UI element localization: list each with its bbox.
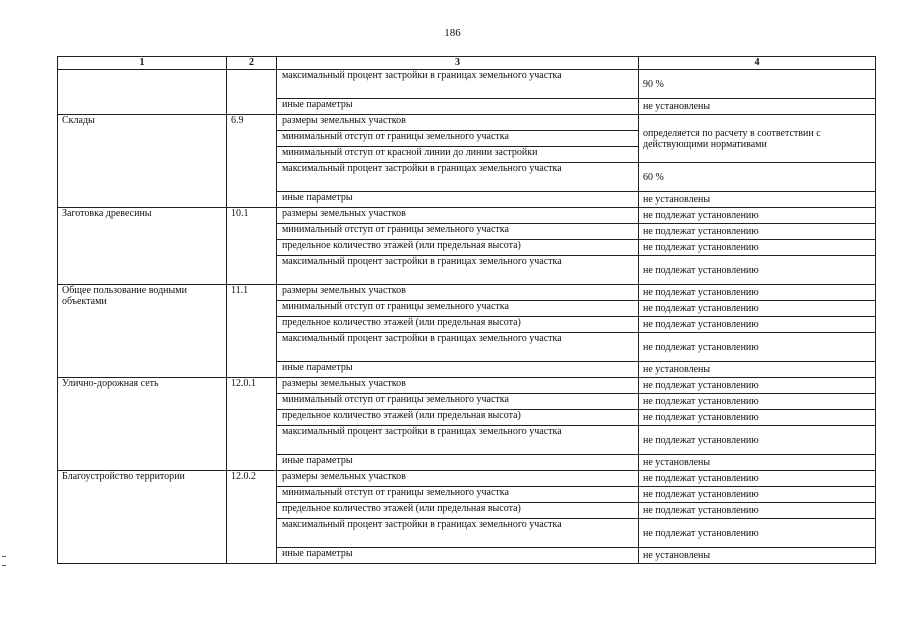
param-cell: размеры земельных участков [277,285,639,301]
use-name-cell: Склады [58,115,227,208]
param-cell: минимальный отступ от границы земельного участка [277,301,639,317]
regulations-table [57,56,876,564]
value-cell: не установлены [639,455,876,471]
value-cell: не подлежат установлению [639,519,876,548]
value-cell: не подлежат установлению [639,426,876,455]
use-name-cell: Заготовка древесины [58,208,227,285]
scan-edge-mark [2,556,6,566]
param-cell: иные параметры [277,455,639,471]
param-cell: предельное количество этажей (или предельная высота) [277,410,639,426]
value-cell: не подлежат установлению [639,317,876,333]
param-cell: максимальный процент застройки в границах земельного участка [277,256,639,285]
param-cell: максимальный процент застройки в границах земельного участка [277,163,639,192]
value-cell: не подлежат установлению [639,301,876,317]
param-cell: минимальный отступ от границы земельного участка [277,394,639,410]
use-name-cell: Улично-дорожная сеть [58,378,227,471]
use-name-cell [58,70,227,115]
param-cell: размеры земельных участков [277,208,639,224]
param-cell: максимальный процент застройки в границах земельного участка [277,333,639,362]
table-row [58,471,876,487]
value-cell: не установлены [639,192,876,208]
table-row [58,285,876,301]
value-cell: не установлены [639,99,876,115]
value-cell: не подлежат установлению [639,224,876,240]
value-cell: не подлежат установлению [639,240,876,256]
param-cell: минимальный отступ от границы земельного участка [277,131,639,147]
use-code-cell: 10.1 [227,208,277,285]
value-cell: не подлежат установлению [639,471,876,487]
header-cell: 4 [639,57,876,70]
table-header-row [58,57,876,70]
header-cell: 3 [277,57,639,70]
use-code-cell: 12.0.1 [227,378,277,471]
table-row [58,208,876,224]
param-cell: иные параметры [277,99,639,115]
use-code-cell [227,70,277,115]
value-cell: не установлены [639,362,876,378]
param-cell: предельное количество этажей (или предельная высота) [277,503,639,519]
use-name-cell: Общее пользование водными объектами [58,285,227,378]
page-number: 186 [444,27,461,39]
param-cell: иные параметры [277,192,639,208]
param-cell: минимальный отступ от границы земельного участка [277,224,639,240]
use-code-cell: 6.9 [227,115,277,208]
param-cell: размеры земельных участков [277,378,639,394]
value-cell: не подлежат установлению [639,487,876,503]
param-cell: иные параметры [277,362,639,378]
value-cell: не подлежат установлению [639,208,876,224]
param-cell: минимальный отступ от красной линии до линии застройки [277,147,639,163]
value-cell: не подлежат установлению [639,256,876,285]
value-cell: 90 % [639,70,876,99]
param-cell: размеры земельных участков [277,115,639,131]
param-cell: предельное количество этажей (или предельная высота) [277,240,639,256]
param-cell: минимальный отступ от границы земельного участка [277,487,639,503]
param-cell: предельное количество этажей (или предельная высота) [277,317,639,333]
value-cell: не подлежат установлению [639,285,876,301]
param-cell: иные параметры [277,548,639,564]
use-code-cell: 12.0.2 [227,471,277,564]
value-cell: не установлены [639,548,876,564]
table-row [58,378,876,394]
param-cell: максимальный процент застройки в границах земельного участка [277,70,639,99]
value-cell: не подлежат установлению [639,394,876,410]
param-cell: максимальный процент застройки в границах земельного участка [277,426,639,455]
param-cell: максимальный процент застройки в границах земельного участка [277,519,639,548]
table-row [58,115,876,131]
value-cell: не подлежат установлению [639,378,876,394]
use-name-cell: Благоустройство территории [58,471,227,564]
value-cell: определяется по расчету в соответствии с действующими нормативами [639,115,876,163]
value-cell: не подлежат установлению [639,333,876,362]
value-cell: не подлежат установлению [639,503,876,519]
header-cell: 1 [58,57,227,70]
table-row [58,70,876,99]
value-cell: не подлежат установлению [639,410,876,426]
header-cell: 2 [227,57,277,70]
value-cell: 60 % [639,163,876,192]
param-cell: размеры земельных участков [277,471,639,487]
use-code-cell: 11.1 [227,285,277,378]
